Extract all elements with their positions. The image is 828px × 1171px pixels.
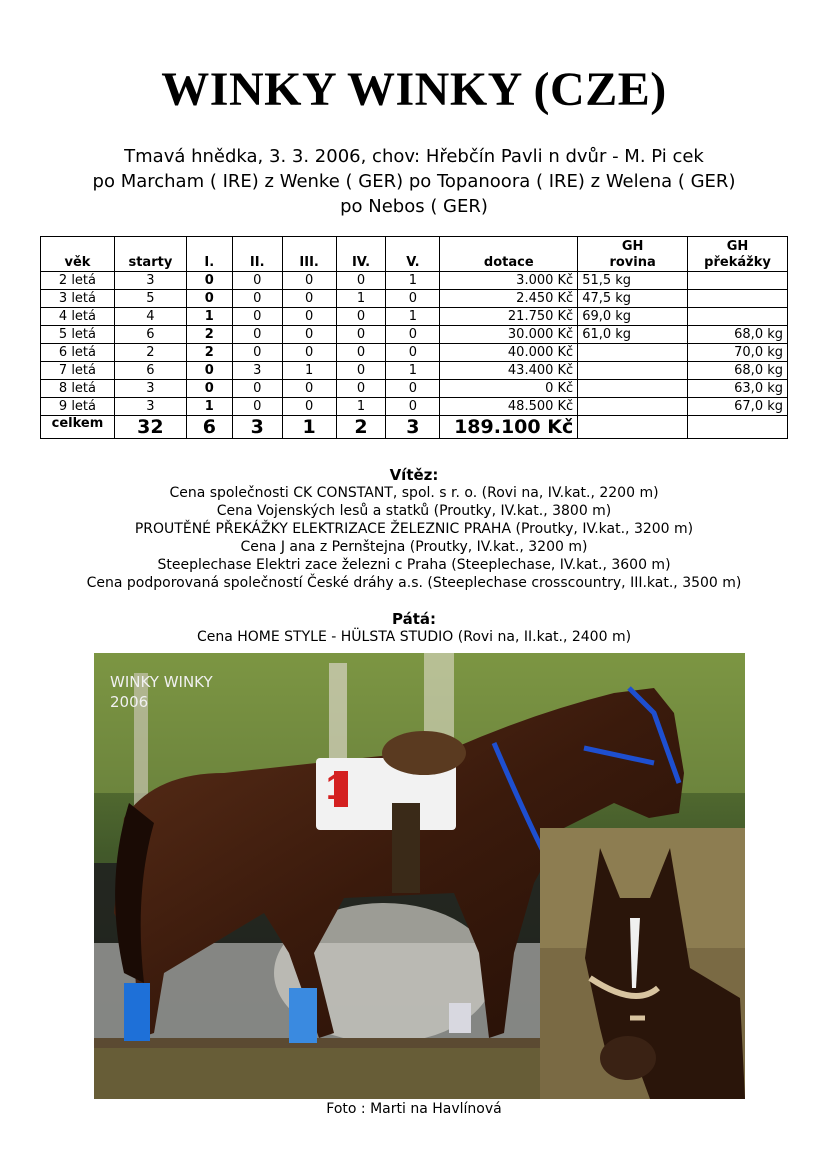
cell-prize-money: 21.750 Kč [440,308,578,326]
cell-gh-flat: 61,0 kg [578,326,688,344]
cell-fourth: 0 [336,326,386,344]
cell-fourth: 0 [336,362,386,380]
col-header-age: věk [41,237,115,272]
total-third: 1 [282,416,336,439]
cell-prize-money: 48.500 Kč [440,398,578,416]
fifth-heading: Pátá: [391,610,436,628]
table-row [41,380,788,398]
cell-prize-money: 40.000 Kč [440,344,578,362]
winner-section [0,466,828,592]
cell-gh-hurdles [688,290,788,308]
cell-starts: 3 [114,272,186,290]
cell-gh-hurdles [688,272,788,290]
cell-starts: 2 [114,344,186,362]
table-header-row [41,237,788,272]
col-header-gh-flat-b: rovina [609,255,656,270]
foal-head-art [540,828,745,1099]
total-gh-hurdles [688,416,788,439]
cell-gh-flat: 69,0 kg [578,308,688,326]
cell-fifth: 0 [386,326,440,344]
cell-starts: 3 [114,398,186,416]
col-header-third: III. [282,237,336,272]
cell-first: 2 [186,326,232,344]
cell-gh-flat: 51,5 kg [578,272,688,290]
table-row [41,290,788,308]
cell-first: 1 [186,398,232,416]
cell-prize-money: 30.000 Kč [440,326,578,344]
total-gh-flat [578,416,688,439]
cell-age: 4 letá [41,308,115,326]
col-header-first: I. [186,237,232,272]
table-row [41,398,788,416]
cell-first: 0 [186,272,232,290]
winner-race: Cena podporovaná společností České dráhy a.s. (Steeplechase crosscountry, III.kat., 3500 m) [86,575,742,591]
cell-fourth: 1 [336,290,386,308]
col-header-second: II. [232,237,282,272]
cell-starts: 5 [114,290,186,308]
cell-second: 0 [232,398,282,416]
cell-gh-hurdles [688,308,788,326]
cell-prize-money: 3.000 Kč [440,272,578,290]
cell-gh-hurdles: 68,0 kg [688,362,788,380]
saddle-cloth-number: 1 [326,766,347,807]
cell-third: 0 [282,308,336,326]
cell-starts: 3 [114,380,186,398]
cell-first: 0 [186,362,232,380]
cell-second: 0 [232,308,282,326]
cell-prize-money: 2.450 Kč [440,290,578,308]
cell-fifth: 0 [386,398,440,416]
cell-third: 0 [282,290,336,308]
winner-race: Steeplechase Elektri zace železni c Praha (Steeplechase, IV.kat., 3600 m) [157,557,671,573]
cell-second: 0 [232,290,282,308]
total-fourth: 2 [336,416,386,439]
cell-third: 0 [282,380,336,398]
winner-race: Cena J ana z Pernštejna (Proutky, IV.kat., 3200 m) [240,539,588,555]
cell-first: 2 [186,344,232,362]
fifth-race: Cena HOME STYLE - HÜLSTA STUDIO (Rovi na, II.kat., 2400 m) [196,629,632,645]
cell-fourth: 0 [336,308,386,326]
cell-fifth: 0 [386,380,440,398]
total-fifth: 3 [386,416,440,439]
col-header-gh-hurdles-a: GH [726,239,749,254]
cell-starts: 4 [114,308,186,326]
table-row [41,308,788,326]
cell-second: 0 [232,380,282,398]
cell-fourth: 0 [336,272,386,290]
winner-race: Cena Vojenských lesů a statků (Proutky, IV.kat., 3800 m) [216,503,612,519]
cell-fourth: 1 [336,398,386,416]
cell-fifth: 1 [386,362,440,380]
cell-fifth: 1 [386,308,440,326]
foal-head-photo [540,828,745,1099]
cell-starts: 6 [114,362,186,380]
cell-fifth: 0 [386,344,440,362]
pedigree-line: po Marcham ( IRE) z Wenke ( GER) po Topanoora ( IRE) z Welena ( GER) [92,171,736,192]
col-header-fifth: V. [386,237,440,272]
cell-age: 2 letá [41,272,115,290]
cell-first: 0 [186,290,232,308]
table-row [41,344,788,362]
photo-credit: Foto : Marti na Havlínová [326,1101,502,1117]
horse-info-line1: Tmavá hnědka, 3. 3. 2006, chov: Hřebčín Pavli n dvůr - M. Pi cek [124,146,704,167]
table-total-row [41,416,788,439]
cell-third: 1 [282,362,336,380]
cell-gh-hurdles: 70,0 kg [688,344,788,362]
cell-fifth: 1 [386,272,440,290]
cell-gh-flat [578,344,688,362]
cell-gh-flat [578,362,688,380]
col-header-gh-flat [578,237,688,272]
cell-third: 0 [282,326,336,344]
total-starts: 32 [114,416,186,439]
cell-gh-flat: 47,5 kg [578,290,688,308]
cell-second: 0 [232,344,282,362]
total-prize-money: 189.100 Kč [440,416,578,439]
winner-race: Cena společnosti CK CONSTANT, spol. s r. o. (Rovi na, IV.kat., 2200 m) [169,485,659,501]
table-row [41,362,788,380]
cell-second: 3 [232,362,282,380]
cell-first: 0 [186,380,232,398]
col-header-gh-hurdles [688,237,788,272]
cell-second: 0 [232,272,282,290]
cell-age: 5 letá [41,326,115,344]
col-header-gh-hurdles-b: překážky [704,255,771,270]
cell-prize-money: 43.400 Kč [440,362,578,380]
col-header-starts: starty [114,237,186,272]
cell-age: 9 letá [41,398,115,416]
cell-age: 3 letá [41,290,115,308]
winner-race: PROUTĚNÉ PŘEKÁŽKY ELEKTRIZACE ŽELEZNIC PRAHA (Proutky, IV.kat., 3200 m) [134,521,694,537]
results-table [40,236,788,439]
cell-first: 1 [186,308,232,326]
col-header-gh-flat-a: GH [621,239,644,254]
cell-starts: 6 [114,326,186,344]
cell-gh-hurdles: 67,0 kg [688,398,788,416]
col-header-prize-money: dotace [440,237,578,272]
fifth-place-section [0,610,828,646]
total-age: celkem [41,416,115,439]
cell-prize-money: 0 Kč [440,380,578,398]
page-title: WINKY WINKY (CZE) [161,63,667,116]
cell-third: 0 [282,398,336,416]
col-header-fourth: IV. [336,237,386,272]
photo-caption [110,672,213,712]
cell-gh-flat [578,380,688,398]
cell-age: 8 letá [41,380,115,398]
table-row [41,326,788,344]
cell-fourth: 0 [336,344,386,362]
total-first: 6 [186,416,232,439]
cell-third: 0 [282,344,336,362]
cell-age: 7 letá [41,362,115,380]
cell-gh-hurdles: 63,0 kg [688,380,788,398]
photo-caption-year: 2006 [110,693,149,711]
cell-fourth: 0 [336,380,386,398]
cell-second: 0 [232,326,282,344]
cell-fifth: 0 [386,290,440,308]
cell-gh-flat [578,398,688,416]
winner-heading: Vítěz: [389,466,439,484]
photo-caption-name: WINKY WINKY [110,673,213,691]
pedigree-line-cont: po Nebos ( GER) [340,196,488,217]
cell-gh-hurdles: 68,0 kg [688,326,788,344]
cell-third: 0 [282,272,336,290]
cell-age: 6 letá [41,344,115,362]
total-second: 3 [232,416,282,439]
table-row [41,272,788,290]
